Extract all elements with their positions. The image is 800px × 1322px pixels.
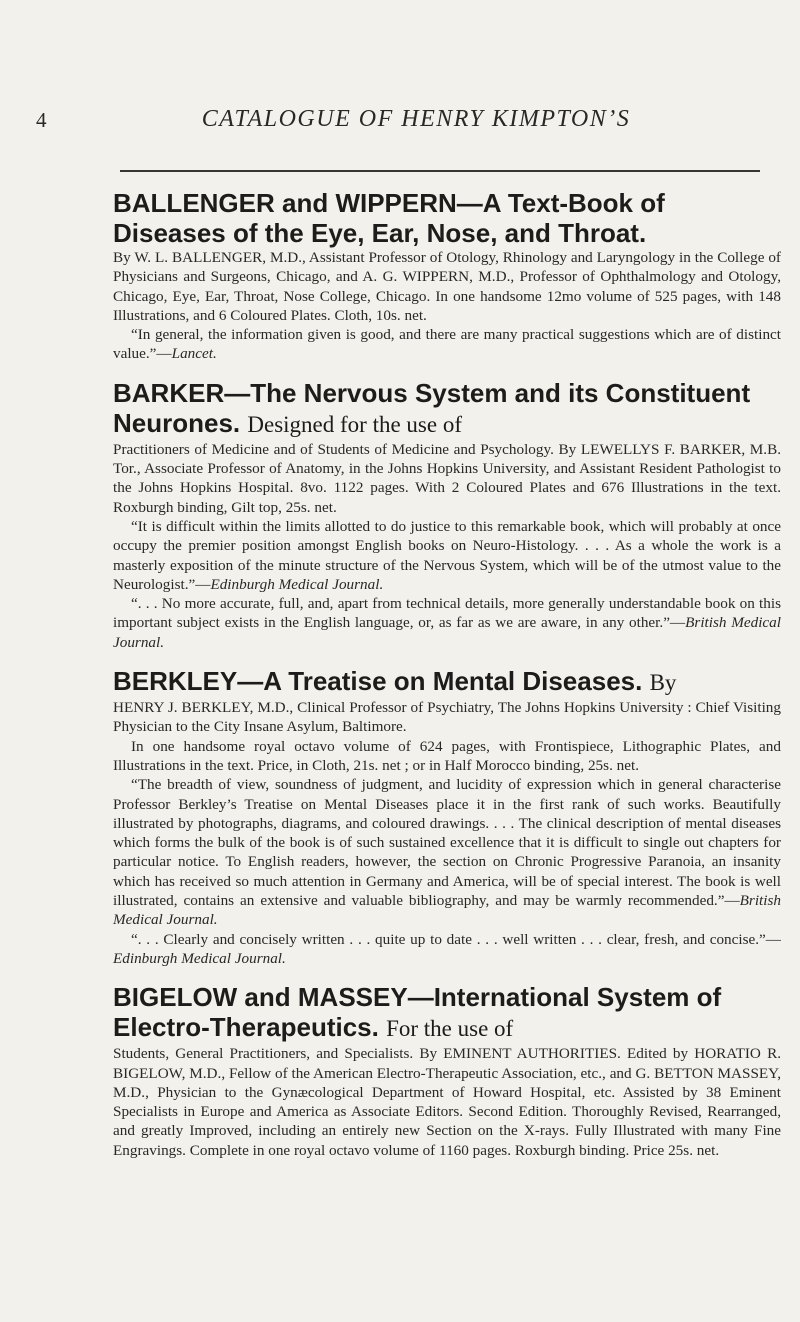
entry-bigelow-massey bbox=[113, 982, 781, 1160]
book-subtitle: Designed for the use of bbox=[247, 411, 462, 437]
book-title: —A Text-Book of Diseases of the Eye, Ear, Nose, and Throat. bbox=[113, 188, 665, 248]
review-quote: “In general, the information given is good, and there are many practical suggestions which are of distinct value.”—Lancet. bbox=[113, 326, 781, 363]
catalogue-entries bbox=[113, 188, 781, 1174]
entry-description: HENRY J. BERKLEY, M.D., Clinical Professor of Psychiatry, The Johns Hopkins University : Chief Visiting Physician to the City Insane Asylum, Baltimore. bbox=[113, 699, 781, 736]
review-source: Edinburgh Medical Journal. bbox=[113, 949, 286, 967]
entry-description-2: In one handsome royal octavo volume of 624 pages, with Frontispiece, Lithographic Plates, and Illustrations in the text. Price, in Cloth, 21s. net ; or in Half Morocco binding, 25s. net. bbox=[113, 737, 781, 774]
book-subtitle: For the use of bbox=[386, 1016, 514, 1042]
book-title: —The Nervous System and its Constituent Neurones. bbox=[113, 377, 751, 438]
entry-description: By W. L. BALLENGER, M.D., Assistant Professor of Otology, Rhinology and Laryngology in the College of Physicians and Surgeons, Chicago, and A. G. WIPPERN, M.D., Professor of Ophthalmology and Otology, Chicago, Eye, Ear, Throat, Nose College, Chicago. In one handsome 12mo volume of 525 pages, with 148 Illustrations, and 6 Coloured Plates. Cloth, 10s. net. bbox=[113, 249, 781, 324]
author-names: BIGELOW and MASSEY bbox=[113, 982, 408, 1013]
entry-barker bbox=[113, 378, 781, 652]
entry-title bbox=[113, 188, 781, 248]
header-rule bbox=[120, 170, 760, 172]
review-source: Edinburgh Medical Journal. bbox=[210, 575, 384, 593]
entry-title bbox=[113, 378, 781, 440]
entry-berkley bbox=[113, 666, 781, 968]
running-title: CATALOGUE OF HENRY KIMPTON’S bbox=[201, 106, 631, 132]
author-names: BALLENGER and WIPPERN bbox=[113, 188, 457, 218]
review-quote: “. . . No more accurate, full, and, apart from technical details, more generally understandable book on this important subject exists in the English language, or, as far as we are aware, in any other.”—British Medical Journal. bbox=[113, 595, 781, 651]
author-names: BARKER bbox=[113, 377, 225, 408]
entry-title bbox=[113, 666, 781, 698]
review-source: British Medical Journal. bbox=[113, 614, 781, 651]
review-source: British Medical Journal. bbox=[113, 892, 781, 929]
book-subtitle: By bbox=[649, 670, 677, 696]
entry-title bbox=[113, 982, 781, 1044]
author-names: BERKLEY bbox=[113, 666, 238, 697]
review-source: Lancet. bbox=[171, 345, 217, 363]
review-quote: “The breadth of view, soundness of judgment, and lucidity of expression which in general characterise Professor Berkley’s Treatise on Mental Diseases place it in the first rank of such works. Beautifully illustrated by photographs, diagrams, and coloured drawings. . . . The clinical description of mental diseases which forms the bulk of the book is of such sustained excellence that it is difficult to single out chapters for particular notice. To English readers, however, the section on Chronic Progressive Paranoia, an insanity which has received so much attention in Germany and America, will be of special interest. The book is well illustrated, contains an extensive and valuable bibliography, and may be warmly recommended.”—British Medical Journal. bbox=[113, 776, 781, 929]
review-quote: “It is difficult within the limits allotted to do justice to this remarkable book, which will probably at once occupy the premier position amongst English books on Neuro-Histology. . . . As a whole the work is a masterly exposition of the minute structure of the Nervous System, which will be of the utmost value to the Neurologist.”—Edinburgh Medical Journal. bbox=[113, 517, 781, 593]
entry-description: Students, General Practitioners, and Specialists. By EMINENT AUTHORITIES. Edited by HORATIO R. BIGELOW, M.D., Fellow of the American Electro-Therapeutic Association, etc., and G. BETTON MASSEY, M.D., Physician to the Gynæcological Department of Howard Hospital, etc. Assisted by 38 Eminent Specialists in Europe and America as Associate Editors. Second Edition. Thoroughly Revised, Rearranged, and greatly Improved, including an entirely new Section on the X-rays. Fully Illustrated with many Fine Engravings. Complete in one royal octavo volume of 1160 pages. Roxburgh binding. Price 25s. net. bbox=[113, 1045, 781, 1159]
review-quote: “. . . Clearly and concisely written . . . quite up to date . . . well written . . . clear, fresh, and concise.”—Edinburgh Medical Journal. bbox=[113, 930, 781, 967]
entry-description: Practitioners of Medicine and of Students of Medicine and Psychology. By LEWELLYS F. BARKER, M.B. Tor., Associate Professor of Anatomy, in the Johns Hopkins University, and Assistant Resident Pathologist to the Johns Hopkins Hospital. 8vo. 1122 pages. With 2 Coloured Plates and 676 Illustrations in the text. Roxburgh binding, Gilt top, 25s. net. bbox=[113, 440, 781, 516]
book-title: —A Treatise on Mental Diseases. bbox=[237, 666, 643, 697]
page-header bbox=[36, 104, 760, 140]
page-number: 4 bbox=[36, 108, 47, 132]
book-title: —International System of Electro-Therapeutics. bbox=[113, 982, 722, 1043]
entry-ballenger bbox=[113, 188, 781, 364]
